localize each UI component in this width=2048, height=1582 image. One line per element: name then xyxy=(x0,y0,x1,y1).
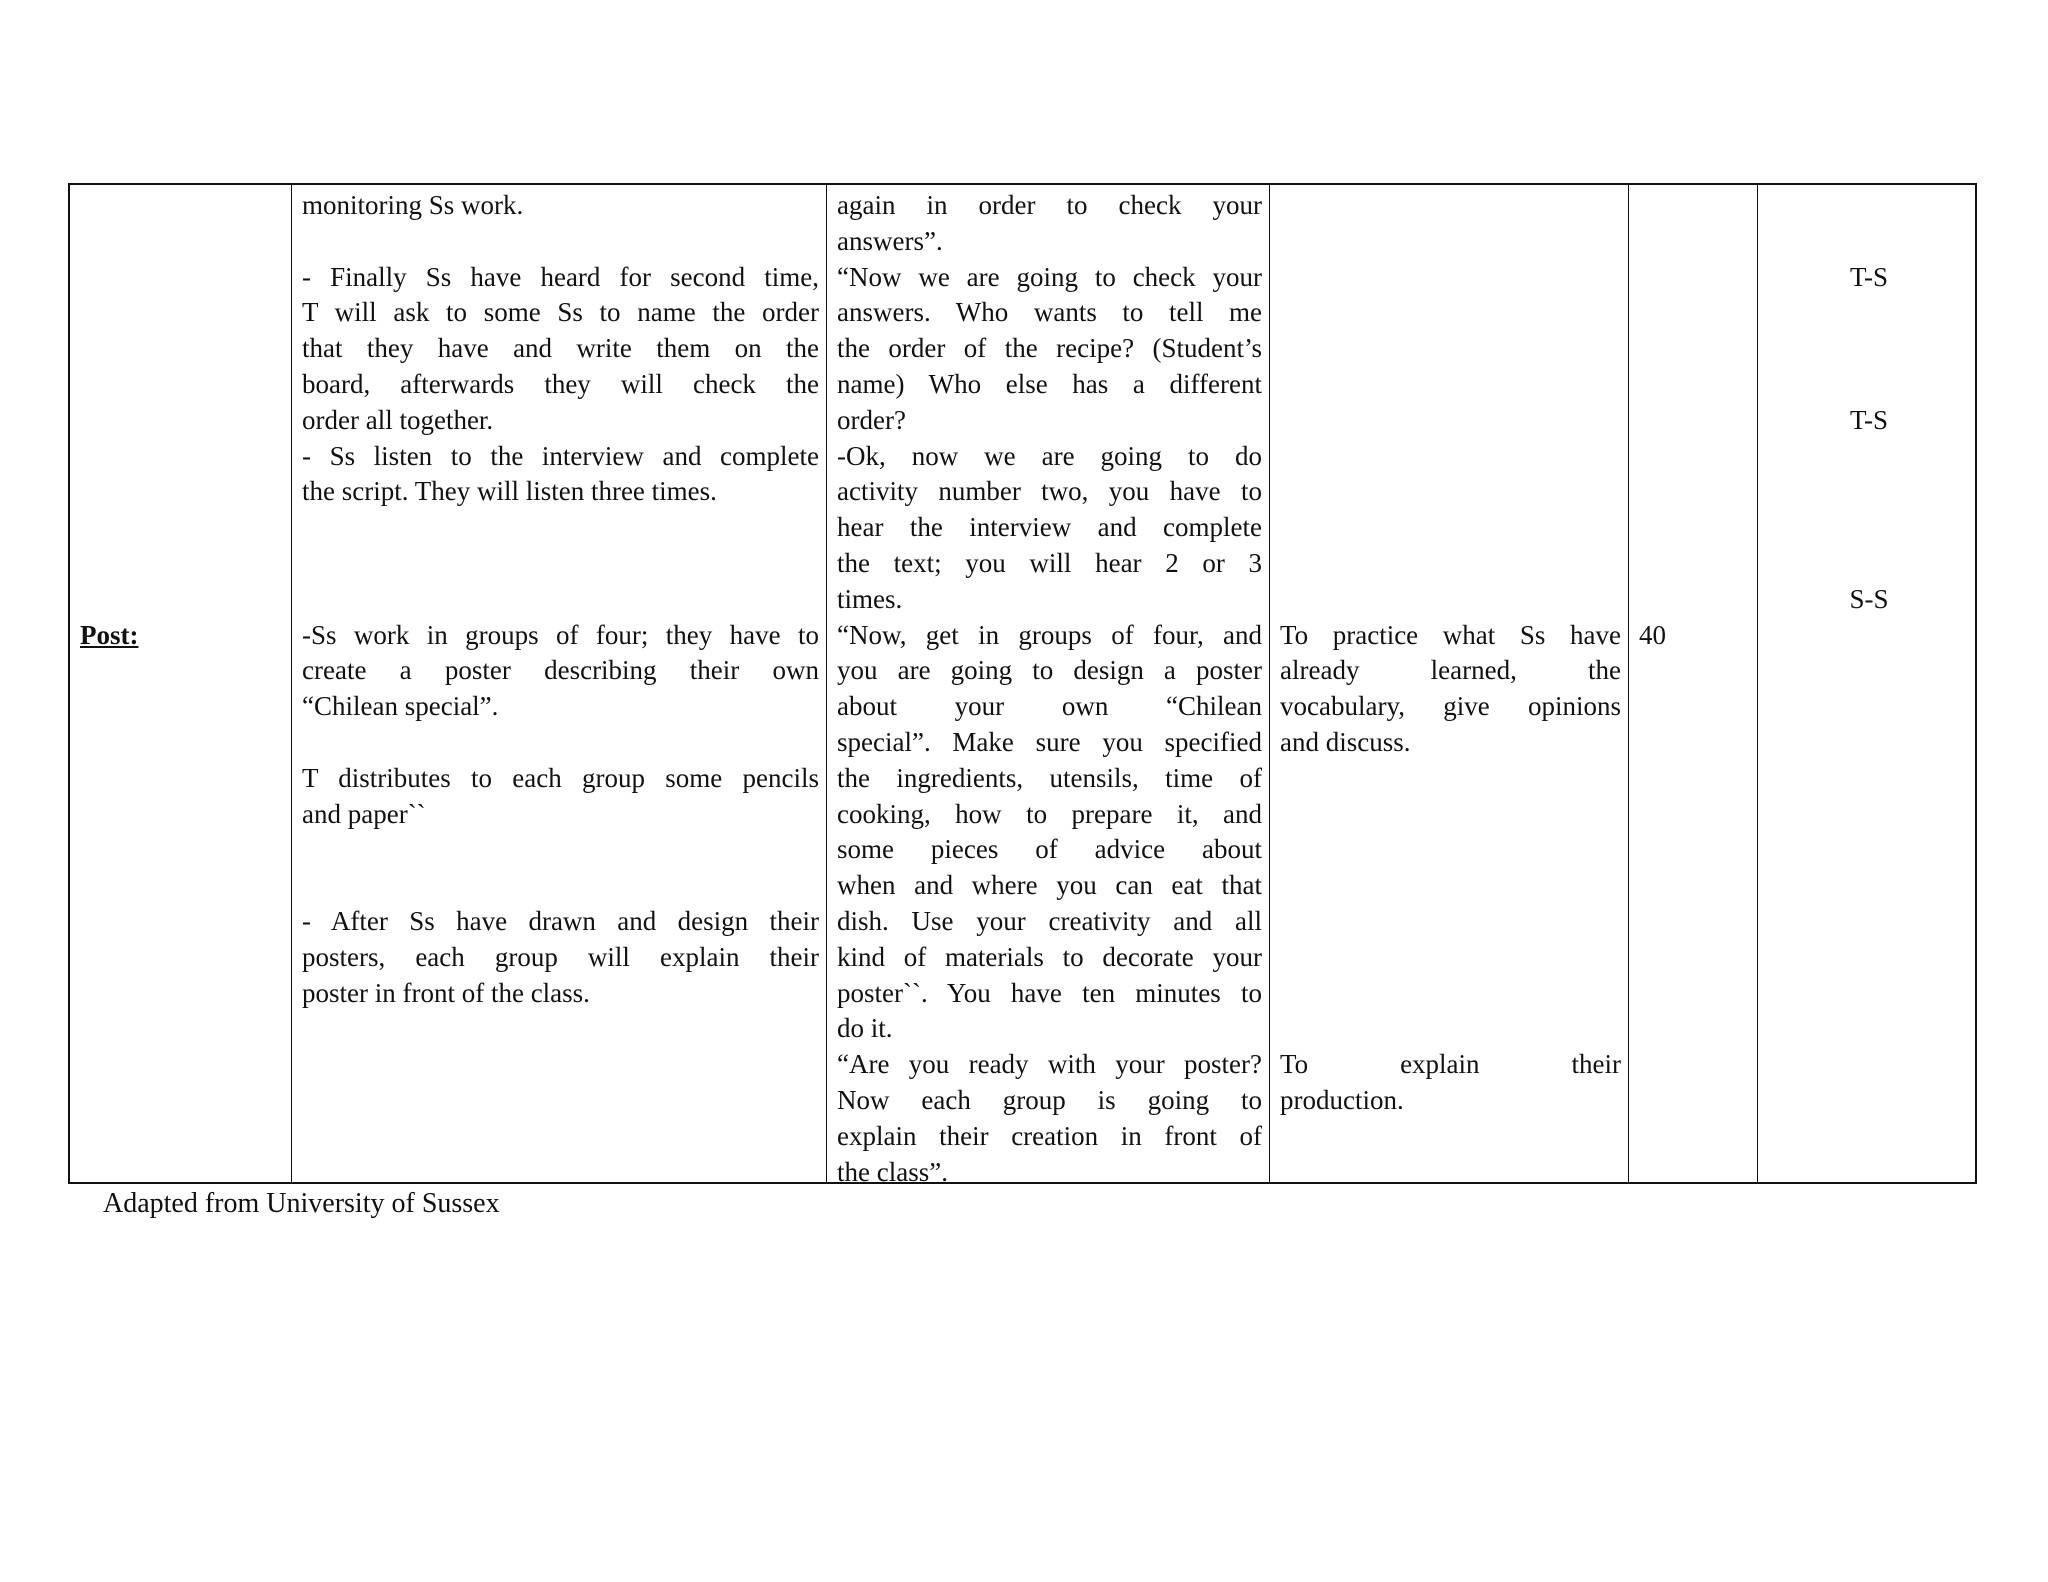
procedure-text-line: T will ask to some Ss to name the order xyxy=(302,297,819,328)
procedure-text-line: create a poster describing their own xyxy=(302,655,819,686)
teacher-talk-text-line: dish. Use your creativity and all xyxy=(837,906,1262,936)
teacher-talk-text-line: times. xyxy=(837,583,903,614)
procedure-text-line: the script. They will listen three times. xyxy=(302,476,717,507)
teacher-talk-text-line: activity number two, you have to xyxy=(837,476,1262,507)
teacher-talk-text-line: -Ok, now we are going to do xyxy=(837,440,1262,471)
teacher-talk-text-line: the ingredients, utensils, time of xyxy=(837,762,1262,793)
procedure-text-line: - After Ss have drawn and design their xyxy=(302,906,819,936)
procedure-text-line: monitoring Ss work. xyxy=(302,190,524,220)
procedure-text-line: order all together. xyxy=(302,404,494,435)
aims-text-line: vocabulary, give opinions xyxy=(1280,691,1621,722)
teacher-talk-text-line: again in order to check your xyxy=(837,190,1262,220)
procedure-text-line: - Ss listen to the interview and complete xyxy=(302,440,819,471)
teacher-talk-text-line: “Now we are going to check your xyxy=(837,261,1262,292)
teacher-talk-text-line: Now each group is going to xyxy=(837,1085,1262,1115)
teacher-talk-text-line: explain their creation in front of xyxy=(837,1120,1262,1151)
aims-text-line: already learned, the xyxy=(1280,655,1621,686)
teacher-talk-text-line: the order of the recipe? (Student’s xyxy=(837,333,1262,364)
teacher-talk-text-line: poster``. You have ten minutes to xyxy=(837,977,1262,1008)
teacher-talk-text-line: do it. xyxy=(837,1013,893,1044)
aims-text-line: and discuss. xyxy=(1280,727,1411,757)
procedure-text-line: board, afterwards they will check the xyxy=(302,369,819,399)
teacher-talk-text-line: name) Who else has a different xyxy=(837,369,1262,399)
teacher-talk-text-line: hear the interview and complete xyxy=(837,512,1262,543)
teacher-talk-text-line: about your own “Chilean xyxy=(837,691,1262,722)
procedure-text-line: posters, each group will explain their xyxy=(302,941,819,972)
teacher-talk-column xyxy=(826,185,1270,1187)
lesson-plan-table xyxy=(68,183,1977,1187)
procedure-text-line: “Chilean special”. xyxy=(302,691,499,722)
time-column xyxy=(1628,185,1758,1182)
teacher-talk-text-line: answers. Who wants to tell me xyxy=(837,297,1262,328)
aims-text-line: To practice what Ss have xyxy=(1280,619,1621,650)
procedure-column xyxy=(291,185,827,1182)
procedure-text-line: -Ss work in groups of four; they have to xyxy=(302,619,819,650)
aims-text-line: production. xyxy=(1280,1085,1404,1115)
teacher-talk-text-line: “Are you ready with your poster? xyxy=(837,1049,1262,1080)
teacher-talk-text-line: order? xyxy=(837,404,906,435)
interaction-pattern: S-S xyxy=(1849,583,1889,614)
teacher-talk-text-line: kind of materials to decorate your xyxy=(837,941,1262,972)
teacher-talk-text-line: when and where you can eat that xyxy=(837,870,1262,901)
teacher-talk-text-line: answers”. xyxy=(837,225,943,256)
teacher-talk-text-line: you are going to design a poster xyxy=(837,655,1262,686)
interaction-pattern: T-S xyxy=(1849,261,1889,292)
procedure-text-line: that they have and write them on the xyxy=(302,333,819,364)
aims-column xyxy=(1269,185,1629,1182)
procedure-text-line: T distributes to each group some pencils xyxy=(302,762,819,793)
stage-column xyxy=(70,185,291,1182)
teacher-talk-text-line: cooking, how to prepare it, and xyxy=(837,798,1262,829)
procedure-text-line: and paper`` xyxy=(302,798,426,829)
interaction-column xyxy=(1757,185,1978,1182)
interaction-pattern: T-S xyxy=(1849,404,1889,435)
aims-text-line: To explain their xyxy=(1280,1049,1621,1080)
teacher-talk-text-line: “Now, get in groups of four, and xyxy=(837,619,1262,650)
time-value: 40 xyxy=(1639,619,1666,650)
procedure-text-line: poster in front of the class. xyxy=(302,977,590,1008)
source-footnote: Adapted from University of Sussex xyxy=(103,1188,500,1219)
teacher-talk-text-line: the text; you will hear 2 or 3 xyxy=(837,548,1262,578)
procedure-text-line: - Finally Ss have heard for second time, xyxy=(302,261,819,292)
teacher-talk-text-line: special”. Make sure you specified xyxy=(837,727,1262,757)
stage-label-post: Post: xyxy=(80,619,139,650)
teacher-talk-text-line: some pieces of advice about xyxy=(837,834,1262,865)
teacher-talk-text-line: the class”. xyxy=(837,1156,948,1187)
